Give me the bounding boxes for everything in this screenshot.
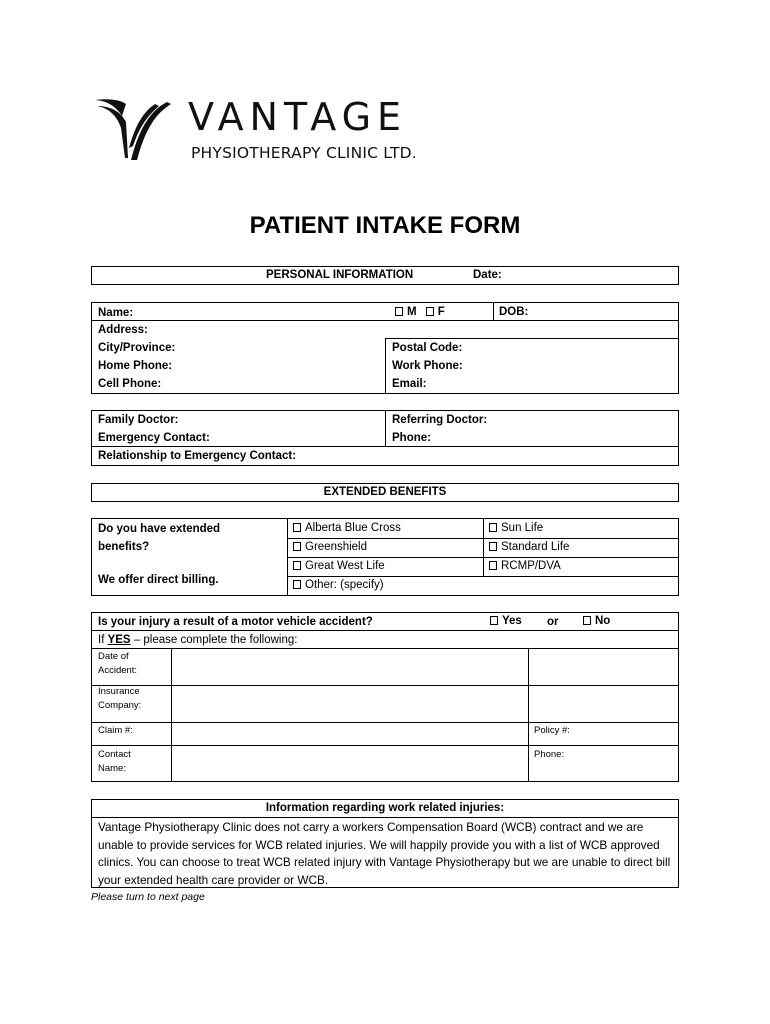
wcb-section	[91, 799, 679, 888]
form-title: PATIENT INTAKE FORM	[249, 212, 521, 239]
emergency-contact-label: Emergency Contact:	[98, 432, 210, 444]
wcb-header: Information regarding work related injuries:	[265, 802, 505, 814]
personal-info-label: PERSONAL INFORMATION	[266, 269, 414, 281]
checkbox[interactable]	[489, 542, 497, 551]
family-doctor-label: Family Doctor:	[98, 414, 179, 426]
sex-m-checkbox[interactable]	[395, 307, 403, 316]
postal-code-label: Postal Code:	[392, 342, 463, 354]
option-alberta-blue-cross	[293, 523, 401, 535]
date-label: Date:	[473, 269, 502, 281]
relationship-label: Relationship to Emergency Contact:	[98, 450, 297, 462]
label-line: Insurance	[98, 686, 140, 697]
divider	[171, 648, 172, 782]
mva-no-label: No	[595, 615, 611, 627]
divider	[92, 648, 678, 649]
option-label: Alberta Blue Cross	[305, 522, 401, 534]
divider	[493, 303, 494, 320]
checkbox[interactable]	[489, 561, 497, 570]
address-label: Address:	[98, 324, 148, 336]
option-label: Great West Life	[305, 560, 385, 572]
option-label: Greenshield	[305, 541, 368, 553]
mva-no-option	[583, 616, 610, 628]
option-sun-life	[489, 523, 543, 535]
clinic-logo-mark	[95, 98, 171, 162]
policy-number-label: Policy #:	[534, 725, 570, 736]
mva-yes-option	[490, 616, 522, 628]
insurance-company-label	[98, 685, 141, 713]
contact-name-label	[98, 748, 131, 776]
checkbox[interactable]	[293, 523, 301, 532]
divider	[92, 817, 678, 818]
checkbox[interactable]	[489, 523, 497, 532]
option-label: Sun Life	[501, 522, 544, 534]
option-label: Other: (specify)	[305, 579, 384, 591]
claim-number-label: Claim #:	[98, 725, 133, 736]
extended-benefits-header	[91, 483, 679, 502]
cell-phone-label: Cell Phone:	[98, 378, 162, 390]
sex-f-label: F	[437, 306, 445, 318]
turn-page-note: Please turn to next page	[91, 891, 205, 903]
mva-question: Is your injury a result of a motor vehicle accident?	[98, 616, 373, 628]
divider	[483, 519, 484, 577]
divider	[385, 411, 386, 446]
divider	[92, 446, 678, 447]
option-label: Standard Life	[501, 541, 570, 553]
personal-info-header	[91, 266, 679, 285]
divider	[287, 538, 678, 539]
mva-or-label: or	[547, 616, 559, 628]
checkbox[interactable]	[293, 561, 301, 570]
divider	[528, 648, 529, 782]
option-greenshield	[293, 542, 367, 554]
direct-billing-note: We offer direct billing.	[98, 574, 219, 586]
home-phone-label: Home Phone:	[98, 360, 173, 372]
mva-section	[91, 612, 679, 782]
wcb-text: Vantage Physiotherapy Clinic does not carry a workers Compensation Board (WCB) contract and we are unable to provide services for WCB related injuries. We will happily provide you with a list of WCB approved clinics. You can choose to treat WCB related injury with Vantage Physiotherapy but we are unable to direct bill your extended health care provider or WCB.	[98, 820, 671, 887]
benefits-question-line2: benefits?	[98, 541, 150, 553]
brand-subtitle: PHYSIOTHERAPY CLINIC LTD.	[191, 144, 417, 162]
divider	[92, 320, 678, 321]
sex-f-checkbox[interactable]	[426, 307, 434, 316]
checkbox[interactable]	[293, 580, 301, 589]
personal-info-section	[91, 302, 679, 394]
instruction-prefix: If	[98, 634, 108, 646]
sex-m-label: M	[407, 306, 417, 318]
contact-phone-label: Phone:	[534, 749, 565, 760]
mva-yes-checkbox[interactable]	[490, 616, 498, 625]
dob-label: DOB:	[499, 306, 529, 318]
divider	[92, 630, 678, 631]
city-province-label: City/Province:	[98, 342, 176, 354]
email-label: Email:	[392, 378, 427, 390]
option-label: RCMP/DVA	[501, 560, 561, 572]
divider	[385, 338, 386, 394]
label-line: Date of	[98, 651, 129, 662]
brand-name: VANTAGE	[188, 95, 408, 139]
divider	[92, 745, 678, 746]
name-field-label: Name:	[98, 307, 134, 319]
divider	[385, 338, 678, 339]
option-rcmp-dva	[489, 561, 561, 573]
divider	[287, 557, 678, 558]
instruction-yes: YES	[107, 634, 131, 646]
extended-benefits-label: EXTENDED BENEFITS	[323, 486, 447, 498]
instruction-suffix: – please complete the following:	[130, 634, 298, 646]
divider	[92, 685, 678, 686]
option-other	[293, 580, 384, 592]
date-of-accident-label	[98, 650, 137, 678]
contacts-section	[91, 410, 679, 466]
emergency-phone-label: Phone:	[392, 432, 431, 444]
label-line: Contact	[98, 749, 131, 760]
benefits-question-line1: Do you have extended	[98, 523, 221, 535]
referring-doctor-label: Referring Doctor:	[392, 414, 488, 426]
option-standard-life	[489, 542, 569, 554]
label-line: Accident:	[98, 665, 138, 676]
mva-yes-label: Yes	[502, 615, 522, 627]
sex-options	[395, 307, 445, 319]
benefits-section	[91, 518, 679, 596]
label-line: Company:	[98, 700, 142, 711]
mva-instruction	[98, 635, 297, 647]
checkbox[interactable]	[293, 542, 301, 551]
work-phone-label: Work Phone:	[392, 360, 463, 372]
option-great-west-life	[293, 561, 385, 573]
divider	[287, 576, 678, 577]
mva-no-checkbox[interactable]	[583, 616, 591, 625]
label-line: Name:	[98, 763, 126, 774]
divider	[92, 722, 678, 723]
